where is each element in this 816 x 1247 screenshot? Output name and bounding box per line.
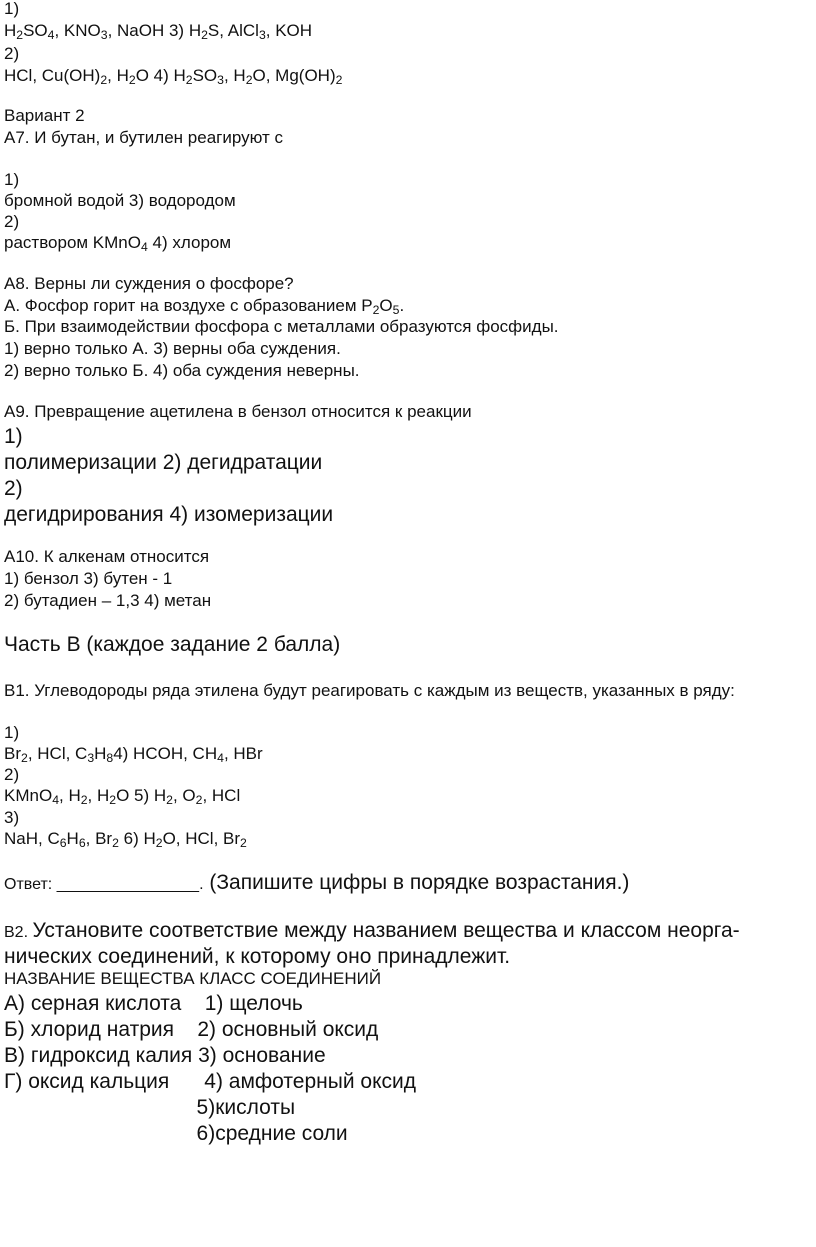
formula-text: раствором KMnO bbox=[4, 233, 141, 252]
question-text: Установите соответствие между названием вещества и классом неорга- bbox=[32, 919, 740, 942]
formula-text: NaH, C bbox=[4, 829, 60, 848]
formula-text: Br bbox=[4, 744, 21, 763]
question-label: В2. bbox=[4, 924, 33, 941]
formula-text: O bbox=[379, 296, 393, 315]
subscript: 2 bbox=[166, 793, 173, 808]
subscript: 4 bbox=[217, 751, 224, 766]
question-b1: В1. Углеводороды ряда этилена будут реагировать с каждым из веществ, указанных в ряду: bbox=[4, 681, 735, 700]
option-number: 2) bbox=[4, 44, 20, 63]
formula-text: , Br bbox=[85, 829, 113, 848]
subscript: 2 bbox=[195, 793, 203, 808]
formula-text: KMnO bbox=[4, 786, 53, 805]
subscript: 2 bbox=[335, 73, 343, 88]
formula-text: SO bbox=[192, 66, 218, 85]
match-row: 6)средние соли bbox=[4, 1122, 348, 1145]
option-number: 1) bbox=[4, 723, 20, 742]
question-b2 bbox=[4, 920, 740, 941]
formula-text: SO bbox=[23, 21, 48, 40]
match-row: Г) оксид кальция 4) амфотерный оксид bbox=[4, 1070, 416, 1093]
question-text: нических соединений, к которому оно принадлежит. bbox=[4, 945, 511, 968]
formula-text: O 5) H bbox=[116, 786, 167, 805]
formula-text: HCl, Cu(OH) bbox=[4, 66, 101, 85]
formula-text: , O bbox=[172, 786, 196, 805]
formula-text: , KOH bbox=[265, 21, 313, 40]
formula-line bbox=[4, 829, 247, 851]
subscript: 5 bbox=[392, 303, 400, 318]
formula-text: 4) HCOH, CH bbox=[113, 744, 218, 763]
subscript: 4 bbox=[52, 793, 59, 808]
formula-text: А. Фосфор горит на воздухе с образованием P bbox=[4, 296, 373, 315]
formula-line bbox=[4, 66, 343, 88]
answer-label: Ответ: bbox=[4, 876, 57, 893]
option-number: 1) bbox=[4, 0, 20, 18]
statement-b: Б. При взаимодействии фосфора с металлами образуются фосфиды. bbox=[4, 317, 559, 336]
formula-text: O 4) H bbox=[135, 66, 186, 85]
match-row: 5)кислоты bbox=[4, 1096, 296, 1119]
subscript: 2 bbox=[245, 73, 253, 88]
answer-options-line: дегидрирования 4) изомеризации bbox=[4, 503, 334, 526]
match-row: Б) хлорид натрия 2) основный оксид bbox=[4, 1018, 379, 1041]
answer-line bbox=[4, 872, 629, 893]
option-number: 3) bbox=[4, 808, 20, 827]
subscript: 6 bbox=[78, 836, 86, 851]
option-number: 1) bbox=[4, 425, 23, 448]
question-a7: А7. И бутан, и бутилен реагируют с bbox=[4, 128, 283, 147]
formula-text: , H bbox=[59, 786, 81, 805]
question-a8: А8. Верны ли суждения о фосфоре? bbox=[4, 274, 294, 293]
answer-options-line: 1) бензол 3) бутен - 1 bbox=[4, 569, 173, 588]
subscript: 3 bbox=[217, 73, 224, 88]
formula-text: , H bbox=[87, 786, 110, 805]
subscript: 2 bbox=[16, 28, 24, 43]
table-header: НАЗВАНИЕ ВЕЩЕСТВА КЛАСС СОЕДИНЕНИЙ bbox=[4, 969, 382, 988]
formula-text: , H bbox=[107, 66, 129, 85]
subscript: 2 bbox=[185, 73, 193, 88]
subscript: 2 bbox=[112, 836, 119, 851]
formula-text: O, HCl, Br bbox=[162, 829, 241, 848]
formula-text: 4) хлором bbox=[147, 233, 232, 252]
formula-text: O, Mg(OH) bbox=[252, 66, 336, 85]
subscript: 2 bbox=[128, 73, 136, 88]
match-row: В) гидроксид калия 3) основание bbox=[4, 1044, 326, 1067]
subscript: 4 bbox=[141, 240, 148, 255]
formula-text: , NaOH 3) H bbox=[107, 21, 202, 40]
formula-text: , KNO bbox=[54, 21, 101, 40]
formula-text: , H bbox=[223, 66, 246, 85]
answer-options-line: полимеризации 2) дегидратации bbox=[4, 451, 323, 474]
subscript: 2 bbox=[240, 836, 247, 851]
option-number: 2) bbox=[4, 765, 20, 784]
formula-text: , HCl bbox=[202, 786, 241, 805]
formula-line bbox=[4, 744, 263, 766]
option-number: 2) bbox=[4, 477, 23, 500]
formula-line bbox=[4, 21, 313, 43]
answer-blank[interactable]: ________________. bbox=[56, 876, 204, 893]
formula-text: . bbox=[399, 296, 405, 315]
match-row: А) серная кислота 1) щелочь bbox=[4, 992, 303, 1015]
subscript: 2 bbox=[201, 28, 208, 43]
question-a10: А10. К алкенам относится bbox=[4, 547, 210, 566]
answer-options-line: 2) бутадиен – 1,3 4) метан bbox=[4, 591, 212, 610]
subscript: 4 bbox=[47, 28, 55, 43]
answer-options-line bbox=[4, 233, 232, 255]
subscript: 2 bbox=[21, 751, 28, 766]
section-title: Часть В (каждое задание 2 балла) bbox=[4, 633, 341, 656]
subscript: 3 bbox=[258, 28, 266, 43]
question-a9: А9. Превращение ацетилена в бензол относится к реакции bbox=[4, 402, 472, 421]
answer-options-line: 1) верно только А. 3) верны оба суждения. bbox=[4, 339, 341, 358]
formula-line bbox=[4, 786, 241, 808]
subscript: 2 bbox=[100, 73, 108, 88]
formula-text: , HCl, C bbox=[27, 744, 88, 763]
subscript: 3 bbox=[100, 28, 108, 43]
answer-hint: (Запишите цифры в порядке возрастания.) bbox=[203, 871, 630, 894]
formula-text: S, AlCl bbox=[207, 21, 259, 40]
answer-options-line: 2) верно только Б. 4) оба суждения неверны. bbox=[4, 361, 360, 380]
subscript: 3 bbox=[87, 751, 95, 766]
subscript: 2 bbox=[372, 303, 380, 318]
subscript: 2 bbox=[155, 836, 163, 851]
subscript: 6 bbox=[59, 836, 67, 851]
subscript: 8 bbox=[106, 751, 114, 766]
statement-a bbox=[4, 296, 405, 318]
answer-options-line: бромной водой 3) водородом bbox=[4, 191, 236, 210]
variant-title: Вариант 2 bbox=[4, 106, 85, 125]
formula-text: H bbox=[4, 21, 17, 40]
formula-text: 6) H bbox=[118, 829, 156, 848]
formula-text: H bbox=[66, 829, 79, 848]
option-number: 2) bbox=[4, 212, 20, 231]
formula-text: H bbox=[94, 744, 107, 763]
option-number: 1) bbox=[4, 170, 20, 189]
subscript: 2 bbox=[80, 793, 88, 808]
subscript: 2 bbox=[109, 793, 117, 808]
formula-text: , HBr bbox=[223, 744, 263, 763]
